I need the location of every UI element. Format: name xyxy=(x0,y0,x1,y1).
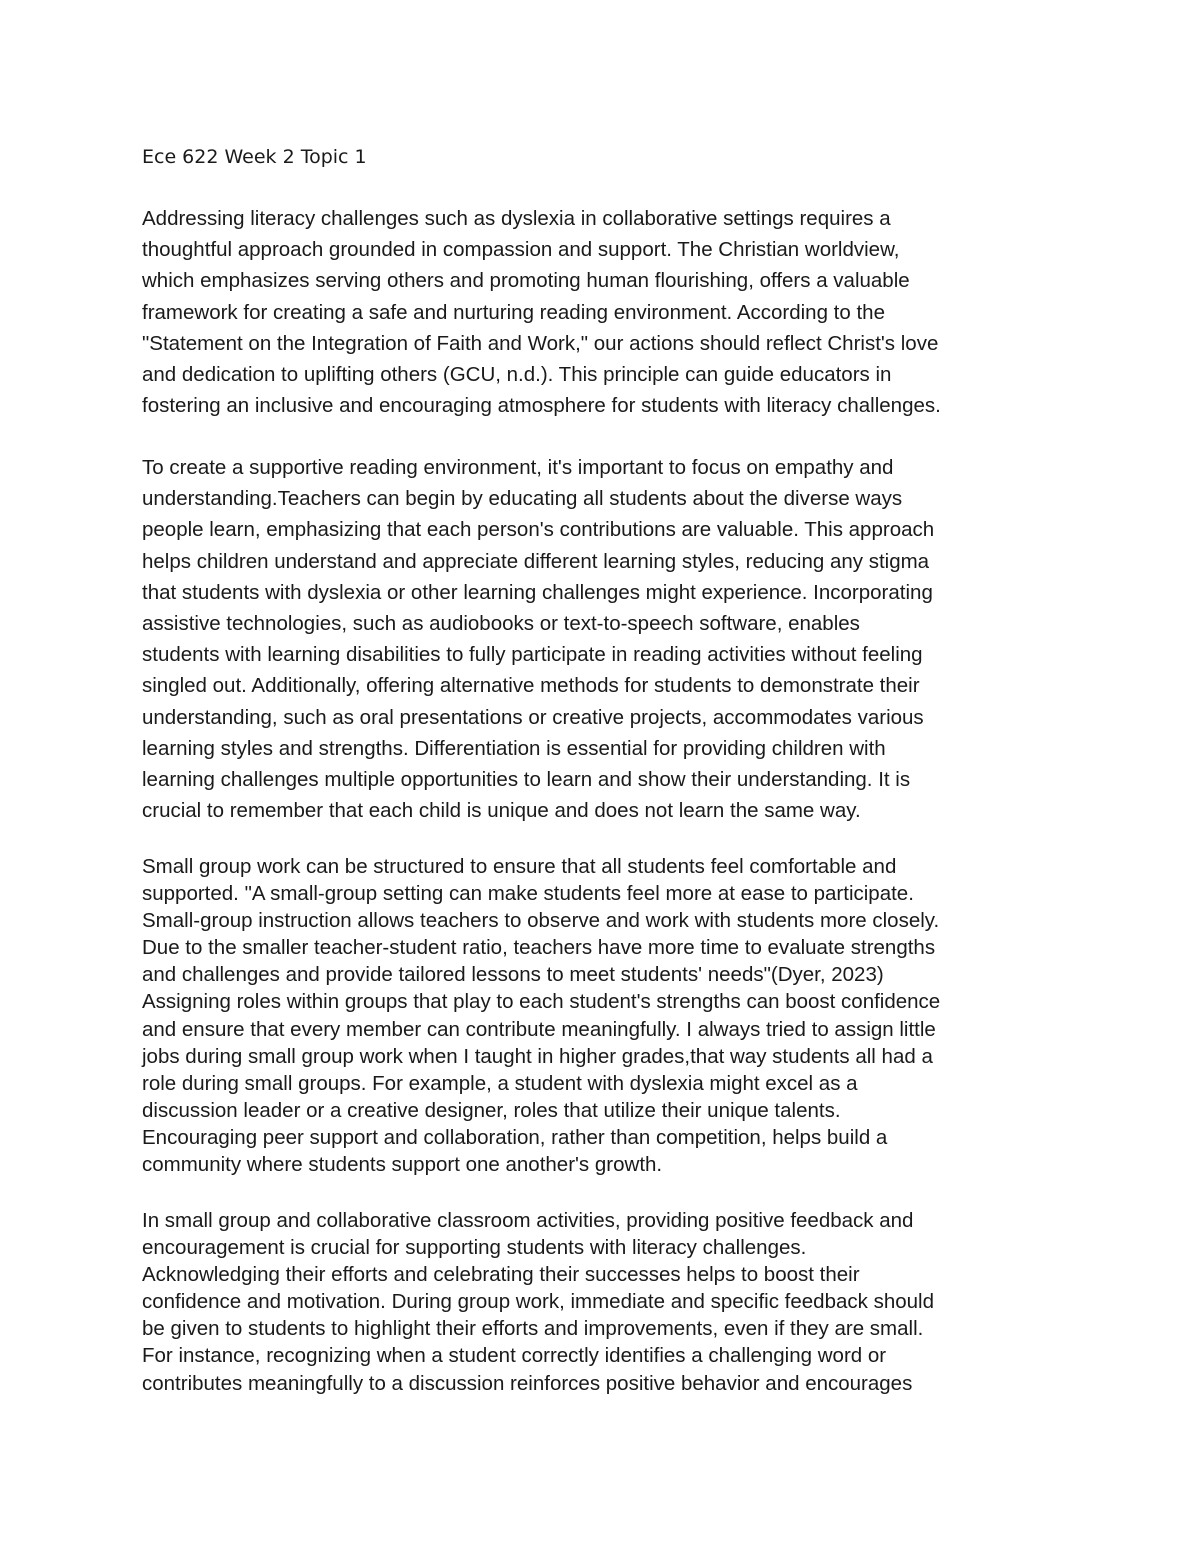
document-title: Ece 622 Week 2 Topic 1 xyxy=(142,146,367,168)
paragraph-line: role during small groups. For example, a student with dyslexia might excel as a xyxy=(142,1071,858,1095)
paragraph-line: singled out. Additionally, offering alternative methods for students to demonstrate their xyxy=(142,674,920,698)
paragraph-line: and ensure that every member can contribute meaningfully. I always tried to assign little xyxy=(142,1017,936,1041)
paragraph-line: helps children understand and appreciate different learning styles, reducing any stigma xyxy=(142,549,930,573)
paragraph-line: assistive technologies, such as audiobooks or text-to-speech software, enables xyxy=(142,612,860,636)
paragraph-line: and dedication to uplifting others (GCU, n.d.). This principle can guide educators in xyxy=(142,363,892,387)
paragraph-line: discussion leader or a creative designer, roles that utilize their unique talents. xyxy=(142,1098,841,1122)
paragraph-line: In small group and collaborative classroom activities, providing positive feedback and xyxy=(142,1209,914,1232)
paragraph-line: contributes meaningfully to a discussion reinforces positive behavior and encourages xyxy=(142,1371,913,1395)
paragraph-4 xyxy=(142,1207,1072,1397)
paragraph-line: Small group work can be structured to ensure that all students feel comfortable and xyxy=(142,855,897,878)
paragraph-3 xyxy=(142,853,1072,1178)
paragraph-line: crucial to remember that each child is unique and does not learn the same way. xyxy=(142,799,861,823)
paragraph-line: Small-group instruction allows teachers to observe and work with students more closely. xyxy=(142,909,940,933)
paragraph-line: community where students support one another's growth. xyxy=(142,1153,663,1177)
paragraph-line: and challenges and provide tailored lessons to meet students' needs"(Dyer, 2023) xyxy=(142,963,884,987)
paragraph-line: jobs during small group work when I taught in higher grades,that way students all had a xyxy=(142,1044,933,1068)
paragraph-line: encouragement is crucial for supporting students with literacy challenges. xyxy=(142,1236,807,1260)
paragraph-line: learning styles and strengths. Differentiation is essential for providing children with xyxy=(142,736,886,760)
paragraph-1 xyxy=(142,203,1072,421)
paragraph-line: For instance, recognizing when a student correctly identifies a challenging word or xyxy=(142,1344,887,1368)
paragraph-2 xyxy=(142,452,1072,826)
paragraph-line: supported. "A small-group setting can make students feel more at ease to participate. xyxy=(142,882,914,906)
paragraph-line: Assigning roles within groups that play to each student's strengths can boost confidence xyxy=(142,990,941,1014)
paragraph-line: understanding, such as oral presentations or creative projects, accommodates various xyxy=(142,705,924,729)
paragraph-line: thoughtful approach grounded in compassion and support. The Christian worldview, xyxy=(142,238,900,262)
paragraph-line: "Statement on the Integration of Faith and Work," our actions should reflect Christ's love xyxy=(142,331,939,355)
paragraph-line: To create a supportive reading environment, it's important to focus on empathy and xyxy=(142,456,894,479)
paragraph-line: students with learning disabilities to fully participate in reading activities without feeling xyxy=(142,643,923,667)
paragraph-line: Encouraging peer support and collaboration, rather than competition, helps build a xyxy=(142,1125,888,1149)
paragraph-line: framework for creating a safe and nurturing reading environment. According to the xyxy=(142,300,885,324)
paragraph-line: that students with dyslexia or other learning challenges might experience. Incorporating xyxy=(142,580,933,604)
paragraph-line: Acknowledging their efforts and celebrating their successes helps to boost their xyxy=(142,1263,860,1287)
paragraph-line: confidence and motivation. During group work, immediate and specific feedback should xyxy=(142,1290,934,1314)
paragraph-line: Addressing literacy challenges such as dyslexia in collaborative settings requires a xyxy=(142,207,891,230)
paragraph-line: understanding.Teachers can begin by educating all students about the diverse ways xyxy=(142,487,903,511)
paragraph-line: learning challenges multiple opportunities to learn and show their understanding. It is xyxy=(142,768,911,792)
paragraph-line: Due to the smaller teacher-student ratio, teachers have more time to evaluate strengths xyxy=(142,936,936,960)
paragraph-line: which emphasizes serving others and promoting human flourishing, offers a valuable xyxy=(142,269,910,293)
paragraph-line: be given to students to highlight their efforts and improvements, even if they are small. xyxy=(142,1317,924,1341)
paragraph-line: fostering an inclusive and encouraging atmosphere for students with literacy challenges. xyxy=(142,394,941,418)
paragraph-line: people learn, emphasizing that each person's contributions are valuable. This approach xyxy=(142,518,935,542)
